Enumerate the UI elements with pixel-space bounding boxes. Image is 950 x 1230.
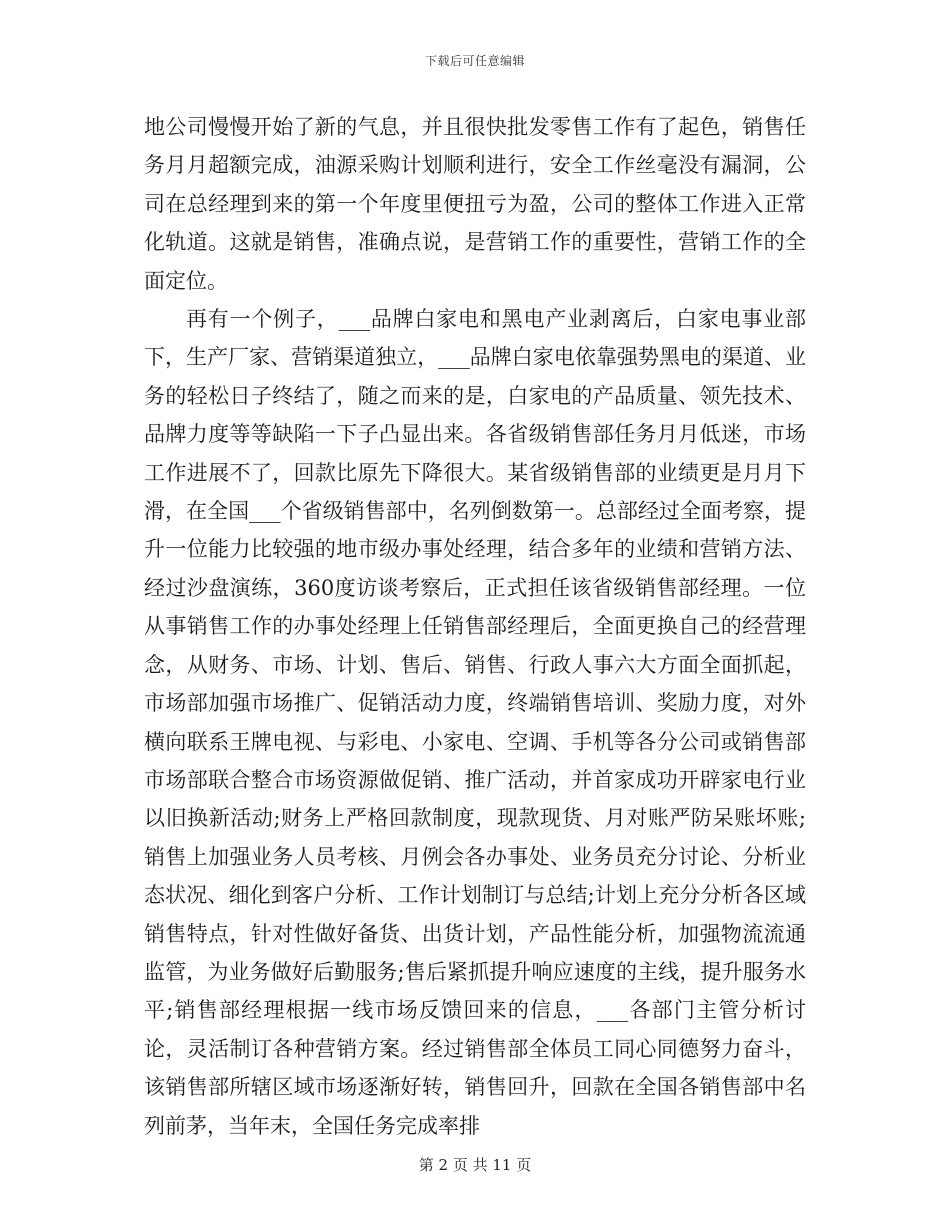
page-header: 下载后可任意编辑 — [424, 54, 525, 68]
document-body — [144, 108, 806, 1145]
paragraph-1: 地公司慢慢开始了新的气息，并且很快批发零售工作有了起色，销售任务月月超额完成，油源采购计划顺利进行，安全工作丝毫没有漏洞，公司在总经理到来的第一个年度里便扭亏为盈，公司的整体工作进入正常化轨道。这就是销售，准确点说，是营销工作的重要性，营销工作的全面定位。 — [144, 115, 806, 293]
paragraph-2: 再有一个例子，___品牌白家电和黑电产业剥离后，白家电事业部下，生产厂家、营销渠道独立，___品牌白家电依靠强势黑电的渠道、业务的轻松日子终结了，随之而来的是，白家电的产品质量、领先技术、品牌力度等等缺陷一下子凸显出来。各省级销售部任务月月低迷，市场工作进展不了，回款比原先下降很大。某省级销售部的业绩更是月月下滑，在全国___个省级销售部中，名列倒数第一。总部经过全面考察，提升一位能力比较强的地市级办事处经理，结合多年的业绩和营销方法、经过沙盘演练，360度访谈考察后，正式担任该省级销售部经理。一位从事销售工作的办事处经理上任销售部经理后，全面更换自己的经营理念，从财务、市场、计划、售后、销售、行政人事六大方面全面抓起，市场部加强市场推广、促销活动力度，终端销售培训、奖励力度，对外横向联系王牌电视、与彩电、小家电、空调、手机等各分公司或销售部市场部联合整合市场资源做促销、推广活动，并首家成功开辟家电行业以旧换新活动;财务上严格回款制度，现款现货、月对账严防呆账坏账;销售上加强业务人员考核、月例会各办事处、业务员充分讨论、分析业态状况、细化到客户分析、工作计划制订与总结;计划上充分分析各区域销售特点，针对性做好备货、出货计划，产品性能分析，加强物流流通监管，为业务做好后勤服务;售后紧抓提升响应速度的主线，提升服务水平;销售部经理根据一线市场反馈回来的信息，___各部门主管分析讨论，灵活制订各种营销方案。经过销售部全体员工同心同德努力奋斗，该销售部所辖区域市场逐渐好转，销售回升，回款在全国各销售部中名列前茅，当年末，全国任务完成率排 — [144, 307, 806, 1138]
page-footer: 第 2 页 共 11 页 — [418, 1156, 532, 1174]
